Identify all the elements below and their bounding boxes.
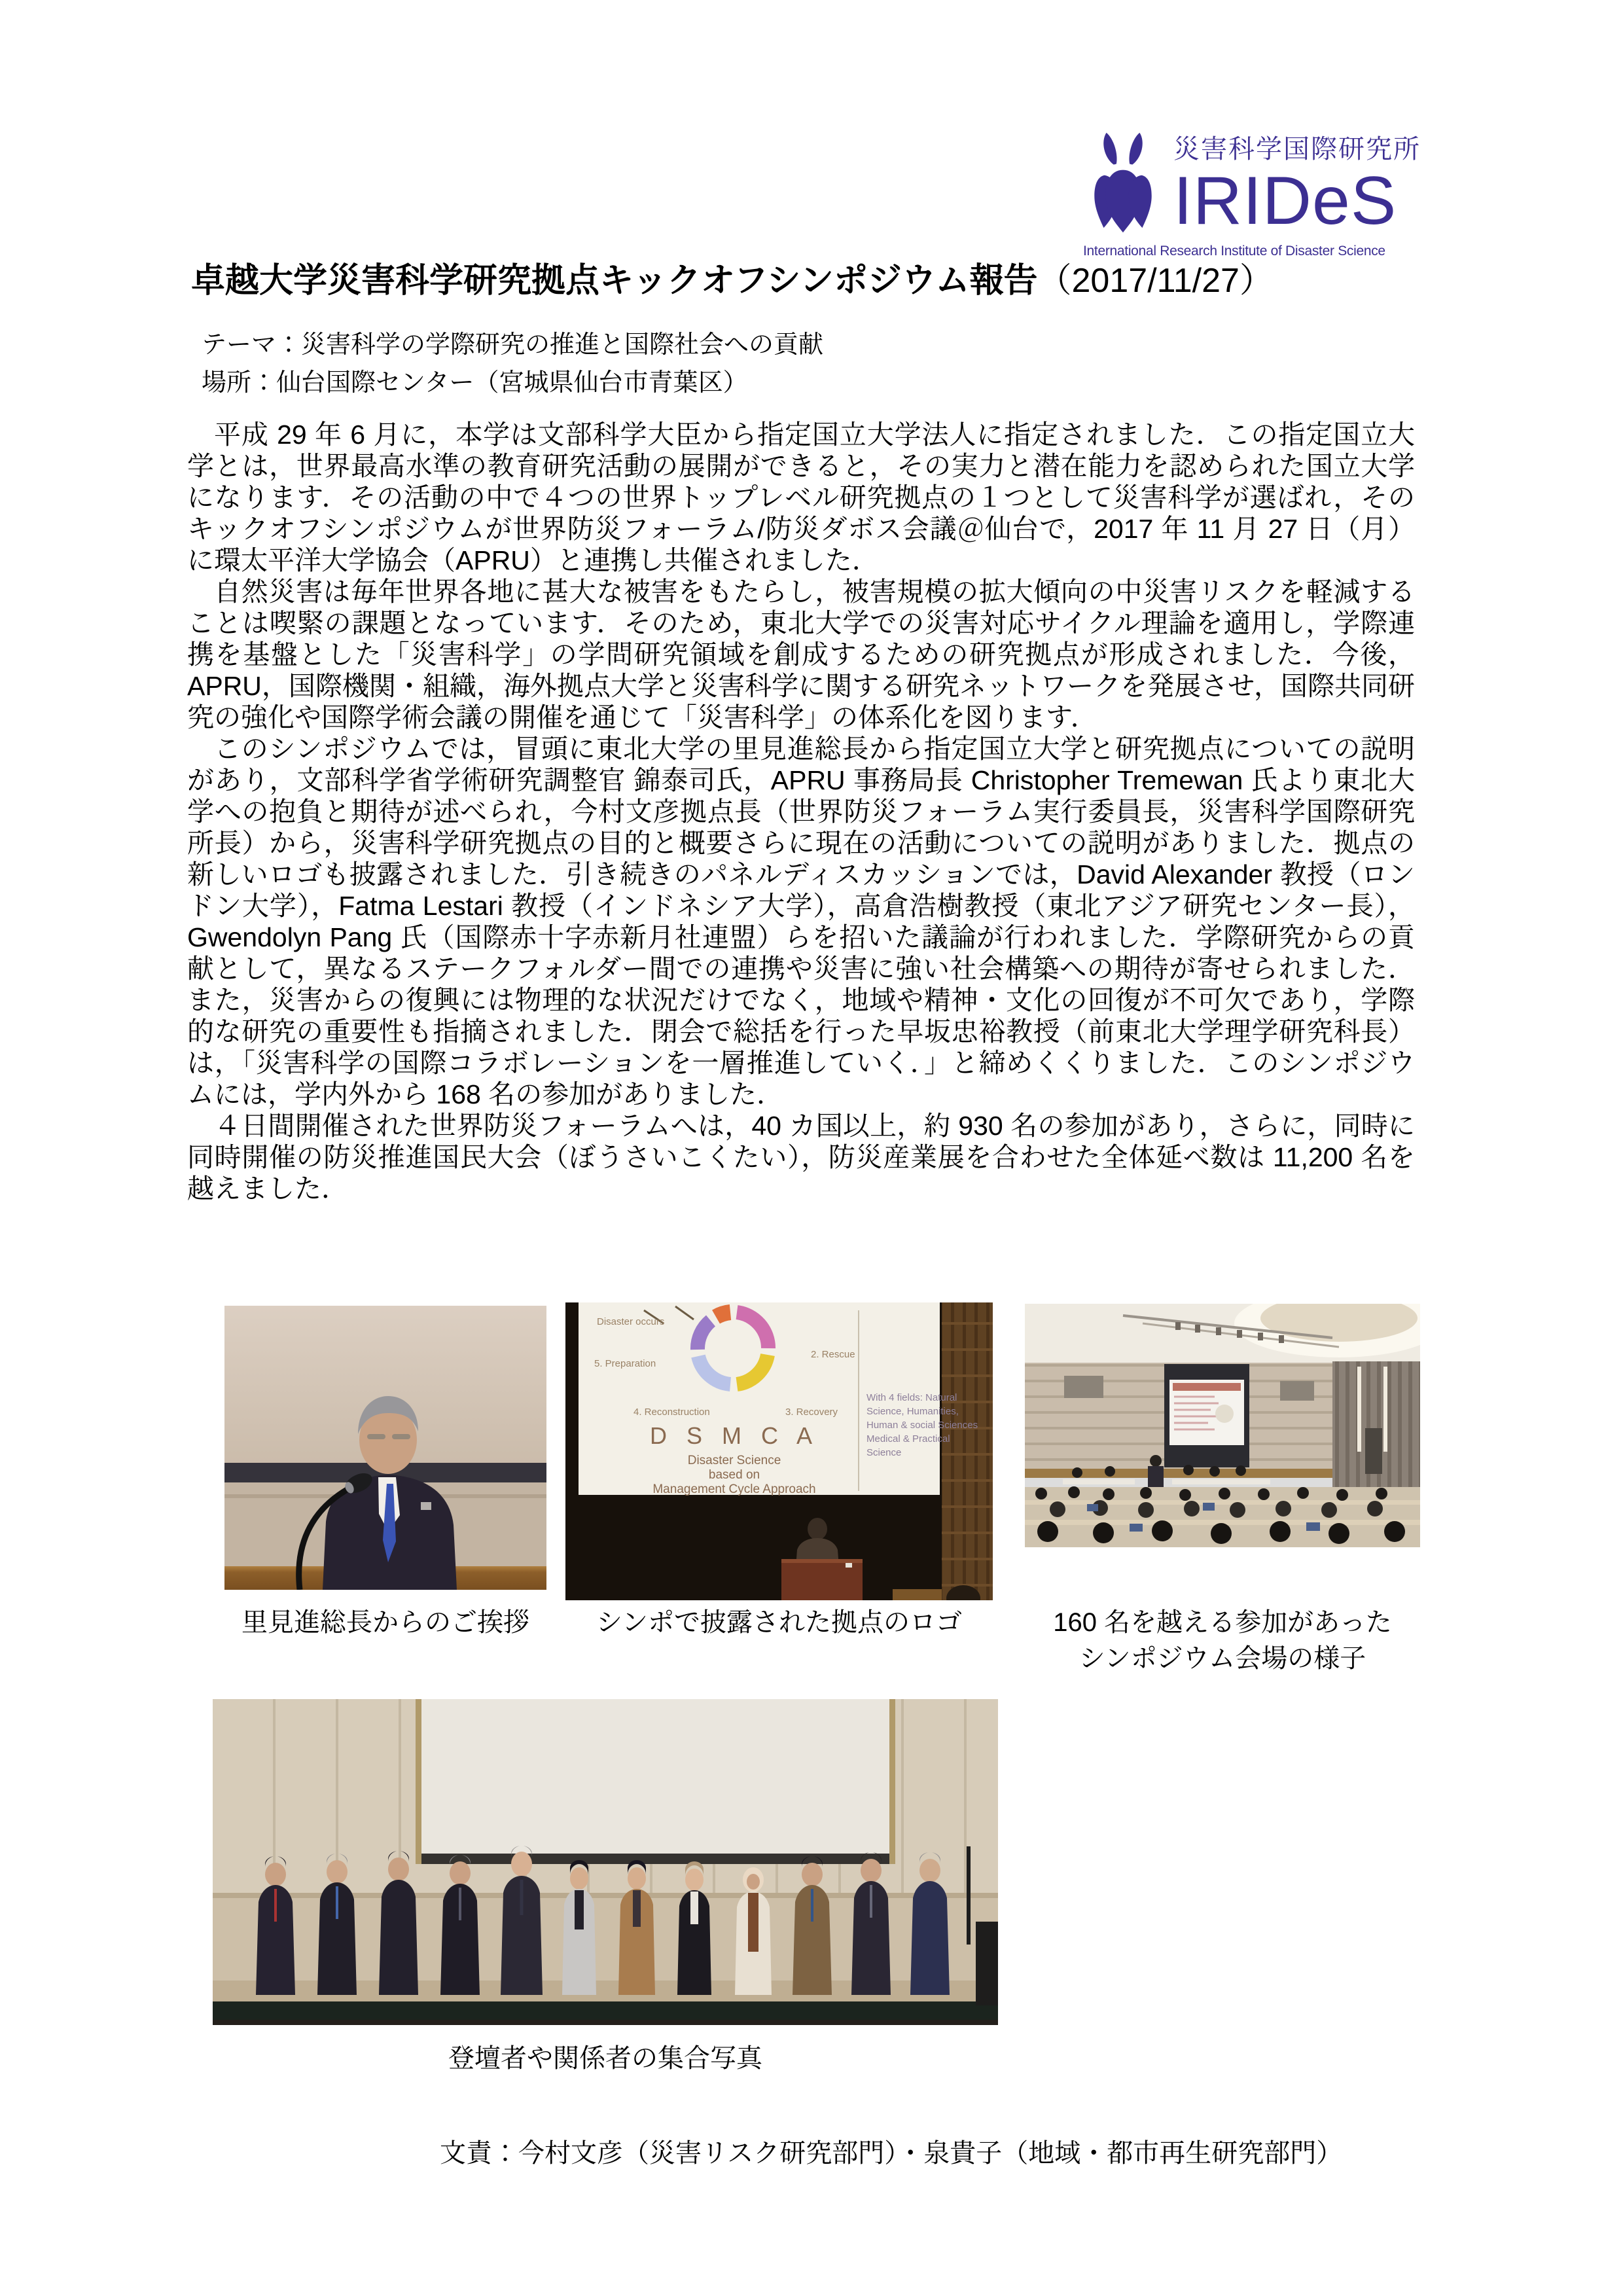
caption-photo1: 里見進総長からのご挨拶 bbox=[241, 1608, 529, 1637]
slide-side5: Science bbox=[866, 1447, 902, 1458]
slide-label-rescue: 2. Rescue bbox=[811, 1349, 855, 1360]
slide-line2: based on bbox=[708, 1468, 760, 1482]
caption-photo2: シンポで披露された拠点のロゴ bbox=[596, 1608, 962, 1637]
caption-group-photo: 登壇者や関係者の集合写真 bbox=[448, 2044, 762, 2073]
photo-group bbox=[213, 1699, 998, 2025]
slide-side3: Human & social Sciences bbox=[866, 1420, 978, 1431]
slide-label-recovery: 3. Recovery bbox=[785, 1407, 838, 1418]
paragraph: ４日間開催された世界防災フォーラムへは，40 カ国以上，約 930 名の参加があり，さらに，同時に同時開催の防災推進国民大会（ぼうさいこくたい），防災産業展を合わせた全体延べ数は 11,200 名を越えました． bbox=[187, 1111, 1415, 1204]
caption-photo3-line2: シンポジウム会場の様子 bbox=[1079, 1644, 1366, 1673]
slide-side4: Medical & Practical bbox=[866, 1433, 950, 1444]
logo-japanese-name: 災害科学国際研究所 bbox=[1173, 135, 1421, 164]
paragraph: 平成 29 年 6 月に，本学は文部科学大臣から指定国立大学法人に指定されました．この指定国立大学とは，世界最高水準の教育研究活動の展開ができると，その実力と潜在能力を認められた国立大学になります．その活動の中で４つの世界トップレベル研究拠点の１つとして災害科学が選ばれ，そのキックオフシンポジウムが世界防災フォーラム/防災ダボス会議＠仙台で，2017 年 11 月 27 日（月）に環太平洋大学協会（APRU）と連携し共催されました． bbox=[187, 420, 1416, 575]
paragraph: 自然災害は毎年世界各地に甚大な被害をもたらし，被害規模の拡大傾向の中災害リスクを軽減することは喫緊の課題となっています．そのため，東北大学での災害対応サイクル理論を適用し，学際連携を基盤とした「災害科学」の学問研究領域を創成するための研究拠点が形成されました．今後，APRU，国際機関・組織，海外拠点大学と災害科学に関する研究ネットワークを発展させ，国際共同研究の強化や国際学術会議の開催を通じて「災害科学」の体系化を図ります． bbox=[187, 577, 1415, 732]
irides-logo bbox=[1083, 128, 1440, 259]
page-title-text: 卓越大学災害科学研究拠点キックオフシンポジウム報告 bbox=[191, 262, 1038, 300]
slide-line3: Management Cycle Approach bbox=[652, 1482, 816, 1496]
page-title-date: （2017/11/27） bbox=[1037, 262, 1274, 300]
meta-block bbox=[202, 326, 823, 402]
photo-president-greeting bbox=[224, 1306, 546, 1590]
photo-dsmca-slide bbox=[565, 1302, 993, 1600]
credit-line: 文責：今村文彦（災害リスク研究部門）・泉貴子（地域・都市再生研究部門） bbox=[440, 2139, 1343, 2168]
slide-line1: Disaster Science bbox=[687, 1454, 781, 1467]
meta-place: 場所：仙台国際センター（宮城県仙台市青葉区） bbox=[202, 369, 748, 397]
caption-photo3 bbox=[1025, 1605, 1420, 1677]
caption-photo3-line1: 160 名を越える参加があった bbox=[1053, 1608, 1392, 1637]
body-text bbox=[187, 419, 1415, 1204]
photo-symposium-hall bbox=[1025, 1304, 1420, 1547]
irides-firefly-icon bbox=[1083, 128, 1163, 238]
paragraph: このシンポジウムでは，冒頭に東北大学の里見進総長から指定国立大学と研究拠点についての説明があり，文部科学省学術研究調整官 錦泰司氏，APRU 事務局長 Christopher Tremewan 氏より東北大学への抱負と期待が述べられ，今村文彦拠点長（世界防災フォーラム実行委員長，災害科学国際研究所長）から，災害科学研究拠点の目的と概要さらに現在の活動についての説明がありました．拠点の新しいロゴも披露されました．引き続きのパネルディスカッションでは，David Alexander 教授（ロンドン大学），Fatma Lestari 教授（インドネシア大学），高倉浩樹教授（東北アジア研究センター長），Gwendolyn Pang 氏（国際赤十字赤新月社連盟）らを招いた議論が行われました．学際研究からの貢献として，異なるステークフォルダー間での連携や災害に強い社会構築への期待が寄せられました．また，災害からの復興には物理的な状況だけでなく，地域や精神・文化の回復が不可欠であり，学際的な研究の重要性も指摘されました．閉会で総括を行った早坂忠裕教授（前東北大学理学研究科長）は，「災害科学の国際コラボレーションを一層推進していく．」と締めくくりました．このシンポジウムには，学内外から 168 名の参加がありました． bbox=[187, 734, 1415, 1109]
logo-english-name: International Research Institute of Disaster Science bbox=[1083, 243, 1385, 259]
slide-side2: Science, Humanities, bbox=[866, 1406, 959, 1417]
slide-dsmca-acronym: D S M C A bbox=[649, 1422, 819, 1449]
meta-theme: テーマ：災害科学の学際研究の推進と国際社会への貢献 bbox=[202, 331, 824, 359]
slide-side1: With 4 fields: Natural bbox=[866, 1392, 957, 1403]
logo-acronym: IRIDeS bbox=[1173, 163, 1397, 239]
page-title bbox=[191, 253, 1274, 302]
slide-label-preparation: 5. Preparation bbox=[594, 1358, 656, 1369]
slide-label-reconstruction: 4. Reconstruction bbox=[633, 1407, 710, 1418]
slide-label-disaster-occurs: Disaster occurs bbox=[597, 1316, 665, 1327]
